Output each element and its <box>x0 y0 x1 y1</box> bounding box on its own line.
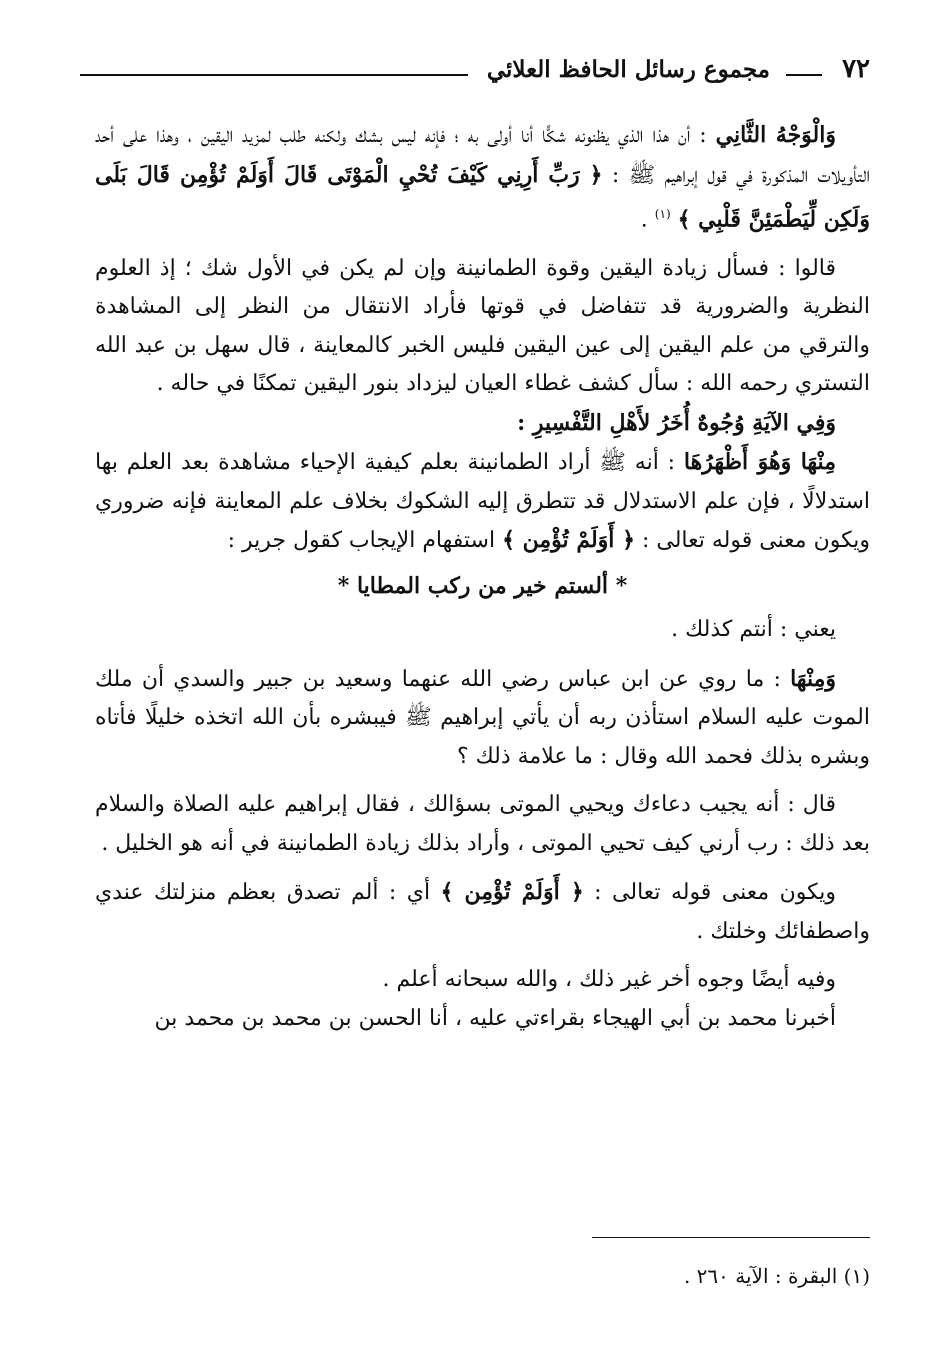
running-title: مجموع رسائل الحافظ العلائي <box>486 56 770 83</box>
paragraph-text: قال : أنه يجيب دعاءك ويحيي الموتى بسؤالك ، فقال إبراهيم عليه الصلاة والسلام بعد ذلك : رب أرني كيف تحيي الموتى ، وأراد بذلك زيادة الطمانينة في أنه هو الخليل . <box>95 792 870 856</box>
paragraph-text: وفيه أيضًا وجوه أخر غير ذلك ، والله سبحانه أعلم . <box>382 967 836 993</box>
quran-quote: ﴿ أَوَلَمْ تُؤْمِن ﴾ <box>502 527 635 554</box>
quran-quote: ﴿ رَبِّ أَرِنِي كَيْفَ تُحْيِ الْمَوْتَى قَالَ أَوَلَمْ تُؤْمِن قَالَ بَلَى وَلَكِن لِّيَطْمَئِنَّ قَلْبِي ﴾ <box>95 161 870 233</box>
paragraph-text: : ما روي عن ابن عباس رضي الله عنهما وسعيد بن جبير والسدي أن ملك الموت عليه السلام استأذن ربه أن يأتي إبراهيم ﷺ فيبشره بأن الله اتخذه خليلًا فأتاه وبشره بذلك فحمد الله وقال : ما علامة ذلك ؟ <box>95 666 870 769</box>
footnote-ref: (١) <box>654 207 671 221</box>
paragraph-tail: استفهام الإيجاب كقول جرير : <box>227 528 496 554</box>
quran-quote: ﴿ أَوَلَمْ تُؤْمِن ﴾ <box>440 879 584 906</box>
footnote: (١) البقرة : الآية ٢٦٠ . <box>683 1264 870 1288</box>
paragraph-text: : أن هذا الذي يظنونه شكًّا أنا أولى به ؛ فإنه ليس بشك ولكنه طلب لمزيد اليقين ، وهذا على أحد التأويلات المذكورة في قول إبراهيم ﷺ : <box>95 123 871 188</box>
poetry-verse: * ألستم خير من ركب المطايا * <box>337 572 628 599</box>
paragraph-text: ويكون معنى قوله تعالى : <box>594 880 836 906</box>
paragraph-text: أخبرنا محمد بن أبي الهيجاء بقراءتي عليه ، أنا الحسن بن محمد بن محمد بن <box>154 1005 836 1031</box>
paragraph-text: قالوا : فسأل زيادة اليقين وقوة الطمانينة وإن لم يكن في الأول شك ؛ إذ العلوم النظرية والضرورية قد تتفاضل في قوتها فأراد الانتقال من النظر إلى المشاهدة والترقي من علم اليقين إلى عين اليقين فليس الخبر كالمعاينة ، قال سهل بن عبد الله التستري رحمه الله : سأل كشف غطاء العيان ليزداد بنور اليقين تمكنًا في حاله . <box>95 255 870 397</box>
paragraph-chain <box>95 1000 870 1039</box>
paragraph-lead: مِنْهَا وَهُوَ أَظْهَرُهَا <box>683 449 836 476</box>
paragraph-text: يعني : أنتم كذلك . <box>671 617 836 643</box>
paragraph-narration <box>95 660 870 777</box>
paragraph-second-aspect <box>95 116 870 240</box>
page-header <box>80 52 870 92</box>
header-rule <box>80 74 468 76</box>
heading-text: وَفِي الآيَةِ وُجُوهٌ أُخَرُ لأَهْلِ التَّفْسِيرِ : <box>517 409 836 436</box>
paragraph-answer <box>95 786 870 863</box>
paragraph-tail: . <box>640 207 648 233</box>
paragraph-lead: وَمِنْهَا <box>790 665 836 692</box>
paragraph-meaning <box>95 611 870 650</box>
page-number: ٧٢ <box>842 54 870 84</box>
main-text <box>95 116 870 1038</box>
section-heading <box>95 404 870 444</box>
paragraph-other-aspects <box>95 961 870 1000</box>
paragraph-text: : أنه ﷺ أراد الطمانينة بعلم كيفية الإحياء مشاهدة بعد العلم بها استدلالًا ، فإن علم الاستدلال قد تتطرق إليه الشكوك بخلاف علم المعاينة فإنه ضروري ويكون معنى قوله تعالى : <box>95 450 870 554</box>
paragraph-first-aspect <box>95 443 870 561</box>
footnote-separator <box>592 1237 870 1238</box>
paragraph-lead: وَالْوَجْهُ الثَّانِي <box>715 122 836 148</box>
paragraph-they-said <box>95 250 870 404</box>
header-dash <box>786 74 822 76</box>
paragraph-meaning-2 <box>95 873 870 951</box>
paragraph-tail: أي : ألم تصدق بعظم منزلتك عندي واصطفائك وخلتك . <box>95 880 870 944</box>
